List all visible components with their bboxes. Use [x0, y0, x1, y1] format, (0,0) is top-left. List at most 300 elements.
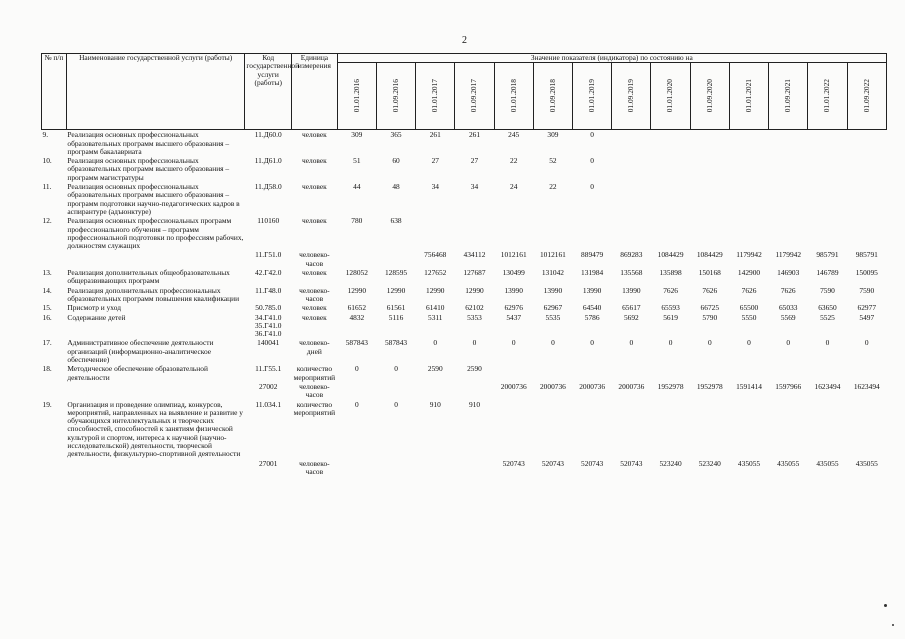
- indicator-value: 0: [472, 338, 477, 348]
- indicator-value: 638: [390, 216, 402, 226]
- indicator-value: 523240: [698, 458, 721, 468]
- indicator-value: 0: [354, 399, 359, 409]
- indicator-value: [416, 216, 455, 250]
- table-row: [42, 130, 887, 156]
- indicator-value: [651, 182, 690, 216]
- service-name: Методическое обеспечение образовательной деятельности: [67, 364, 208, 382]
- indicator-value: 7626: [741, 285, 757, 295]
- indicator-value: 0: [707, 338, 712, 348]
- service-name: Реализация дополнительных профессиональных образовательных программ повышения квалификации: [67, 285, 240, 303]
- indicator-value: 65500: [739, 303, 759, 313]
- indicator-value: 1952978: [657, 381, 684, 391]
- indicator-value: 13990: [622, 285, 641, 295]
- service-code: 50.785.0: [255, 303, 282, 313]
- indicator-value: [337, 459, 376, 477]
- indicator-value: [455, 216, 494, 250]
- header-date-label: 01.09.2022: [861, 78, 871, 112]
- unit-of-measure: человеко-часов: [299, 250, 330, 268]
- header-date: [690, 63, 729, 130]
- indicator-value: [729, 364, 768, 382]
- indicator-value: 5569: [780, 312, 796, 322]
- header-date-label: 01.01.2016: [351, 78, 361, 112]
- header-date-label: 01.09.2020: [704, 78, 714, 112]
- header-date: [494, 63, 533, 130]
- header-service-name: Наименование государственной услуги (работы): [66, 54, 244, 130]
- indicator-value: 523240: [659, 458, 682, 468]
- indicator-value: [612, 216, 651, 250]
- indicator-value: 0: [786, 338, 791, 348]
- indicator-value: 0: [590, 338, 594, 348]
- service-code: 42.Г42.0: [254, 268, 282, 278]
- service-code: 27002: [258, 381, 278, 391]
- indicator-value: [729, 182, 768, 216]
- indicator-value: [808, 156, 847, 182]
- indicator-value: [847, 156, 886, 182]
- row-number: 19.: [42, 399, 52, 409]
- indicator-value: 1591414: [736, 381, 762, 391]
- header-date: [533, 63, 572, 130]
- indicator-value: 1597966: [775, 381, 802, 391]
- indicator-table: [41, 53, 887, 476]
- indicator-value: [847, 216, 886, 250]
- indicator-value: [612, 182, 651, 216]
- indicator-value: 34: [470, 182, 479, 192]
- service-code: 11.034.1: [255, 399, 282, 409]
- indicator-value: 13990: [504, 285, 523, 295]
- unit-of-measure: человек: [302, 182, 327, 192]
- indicator-value: 520743: [620, 458, 643, 468]
- indicator-value: 1623494: [853, 381, 880, 391]
- indicator-value: 0: [825, 338, 830, 348]
- unit-of-measure: количество мероприятий: [293, 364, 336, 382]
- indicator-value: 0: [629, 338, 634, 348]
- header-date: [729, 63, 768, 130]
- header-date: [651, 63, 690, 130]
- service-name: Присмотр и уход: [67, 303, 121, 313]
- indicator-value: [808, 216, 847, 250]
- indicator-value: 0: [668, 338, 673, 348]
- indicator-value: 13990: [543, 285, 563, 295]
- service-code: 27001: [258, 458, 278, 468]
- service-name: Реализация основных профессиональных образовательных программ высшего образования – программ подготовки научно-педагогических кадров в аспирантуре (адъюнктуре): [67, 182, 240, 216]
- indicator-value: [808, 182, 847, 216]
- indicator-value: 0: [590, 130, 594, 140]
- indicator-value: 63650: [818, 303, 837, 313]
- indicator-value: 0: [394, 364, 398, 374]
- indicator-value: 52: [549, 156, 557, 166]
- indicator-value: [690, 216, 729, 250]
- indicator-value: 135568: [620, 268, 643, 278]
- indicator-value: 5692: [623, 312, 639, 322]
- unit-of-measure: человеко-дней: [299, 338, 330, 356]
- table-row: [42, 382, 887, 400]
- indicator-value: 44: [353, 182, 361, 192]
- indicator-value: 12990: [347, 285, 367, 295]
- indicator-value: 131984: [581, 268, 604, 278]
- indicator-value: 7590: [820, 285, 835, 295]
- indicator-value: 520743: [541, 458, 564, 468]
- indicator-value: [533, 400, 572, 459]
- indicator-value: 435055: [816, 458, 839, 468]
- table-row: [42, 303, 887, 312]
- indicator-value: [337, 250, 376, 268]
- indicator-value: 587843: [384, 338, 408, 348]
- indicator-value: 7626: [663, 285, 678, 295]
- unit-of-measure: человек: [302, 130, 327, 140]
- indicator-value: [651, 216, 690, 250]
- indicator-value: [847, 130, 886, 156]
- indicator-value: [376, 250, 415, 268]
- indicator-value: 22: [549, 182, 557, 192]
- service-code: 11.Г51.0: [255, 250, 282, 260]
- row-number: [42, 459, 67, 477]
- indicator-value: 150168: [698, 268, 721, 278]
- header-date: [455, 63, 494, 130]
- indicator-value: 780: [351, 216, 363, 226]
- indicator-value: [847, 364, 886, 382]
- indicator-value: [690, 130, 729, 156]
- unit-of-measure: количество мероприятий: [293, 399, 336, 417]
- indicator-value: 61561: [386, 303, 406, 313]
- row-number: 12.: [42, 216, 52, 226]
- indicator-value: 1084429: [696, 250, 723, 260]
- indicator-value: [612, 400, 651, 459]
- indicator-value: 1012161: [500, 250, 527, 260]
- indicator-value: 65617: [622, 303, 641, 313]
- indicator-value: 1179942: [775, 250, 802, 260]
- header-date: [337, 63, 376, 130]
- indicator-value: [729, 400, 768, 459]
- indicator-value: 7626: [780, 285, 796, 295]
- indicator-value: 146903: [777, 268, 800, 278]
- header-date-label: 01.01.2022: [822, 78, 832, 112]
- unit-of-measure: человеко-часов: [299, 285, 330, 303]
- indicator-value: 131042: [541, 268, 564, 278]
- header-date-label: 01.01.2019: [586, 78, 596, 112]
- indicator-value: 65593: [661, 303, 680, 313]
- header-date: [612, 63, 651, 130]
- indicator-value: 34: [431, 182, 439, 192]
- header-date-label: 01.09.2021: [783, 78, 793, 112]
- header-date-label: 01.01.2021: [743, 78, 753, 112]
- indicator-value: [612, 130, 651, 156]
- service-code: 140041: [257, 338, 280, 348]
- service-code: 11.Д58.0: [254, 182, 282, 192]
- service-code: 110160: [257, 216, 280, 226]
- indicator-value: [494, 216, 533, 250]
- indicator-value: 0: [354, 364, 359, 374]
- indicator-value: 365: [390, 130, 402, 140]
- indicator-value: 146789: [816, 268, 839, 278]
- indicator-value: [651, 130, 690, 156]
- indicator-value: 22: [510, 156, 518, 166]
- unit-of-measure: человек: [302, 156, 327, 166]
- indicator-value: 1084429: [657, 250, 684, 260]
- indicator-value: 0: [511, 338, 516, 348]
- unit-of-measure: человеко-часов: [299, 381, 330, 400]
- indicator-value: 62977: [857, 303, 877, 313]
- row-number: [42, 382, 67, 400]
- indicator-value: [729, 156, 768, 182]
- service-name: [66, 382, 244, 400]
- table-row: [42, 268, 887, 286]
- indicator-value: 5525: [820, 312, 835, 322]
- header-date-label: 01.09.2019: [626, 78, 636, 112]
- service-code: 34.Г41.0 35.Г41.0 36.Г41.0: [254, 312, 282, 339]
- indicator-value: [769, 364, 808, 382]
- header-date-label: 01.09.2017: [469, 78, 479, 112]
- indicator-value: 7626: [702, 285, 718, 295]
- header-date-label: 01.01.2020: [665, 78, 675, 112]
- indicator-value: 869283: [620, 250, 643, 260]
- service-name: [66, 459, 244, 477]
- service-code: 11.Д61.0: [254, 156, 282, 166]
- indicator-value: 130499: [502, 268, 525, 278]
- service-name: Административное обеспечение деятельности организаций (информационно-аналитическое обеспечение): [67, 338, 214, 365]
- indicator-value: 12990: [426, 285, 445, 295]
- header-date: [573, 63, 612, 130]
- indicator-value: [573, 364, 612, 382]
- indicator-value: 5311: [428, 312, 443, 322]
- indicator-value: 150095: [855, 268, 878, 278]
- indicator-value: 60: [392, 156, 400, 166]
- table-row: [42, 182, 887, 216]
- indicator-value: 261: [468, 130, 481, 140]
- indicator-value: 27: [431, 156, 439, 166]
- indicator-value: 1623494: [814, 381, 841, 391]
- indicator-value: 5535: [545, 312, 561, 322]
- indicator-value: [612, 156, 651, 182]
- row-number: 18.: [42, 364, 52, 374]
- indicator-value: 5550: [741, 312, 757, 322]
- indicator-value: [690, 400, 729, 459]
- indicator-value: [808, 400, 847, 459]
- indicator-value: [573, 400, 612, 459]
- indicator-value: 0: [590, 156, 594, 166]
- indicator-value: [337, 382, 376, 400]
- indicator-value: 5497: [859, 312, 875, 322]
- indicator-value: 66725: [700, 303, 720, 313]
- table-body: [42, 130, 887, 476]
- indicator-value: [769, 130, 808, 156]
- row-number: 13.: [42, 268, 52, 278]
- table-row: [42, 216, 887, 250]
- indicator-value: [729, 216, 768, 250]
- header-date: [376, 63, 415, 130]
- header-date: [416, 63, 455, 130]
- indicator-value: 5786: [584, 312, 600, 322]
- indicator-value: 889479: [581, 250, 604, 260]
- header-date: [769, 63, 808, 130]
- indicator-value: [651, 400, 690, 459]
- indicator-value: 1179942: [736, 250, 762, 260]
- indicator-value: [690, 364, 729, 382]
- service-name: [66, 250, 244, 268]
- row-number: 16.: [42, 312, 52, 322]
- indicator-value: 435055: [737, 458, 761, 468]
- indicator-value: [769, 156, 808, 182]
- indicator-value: 520743: [581, 458, 604, 468]
- indicator-value: 62976: [504, 303, 523, 313]
- table-row: [42, 250, 887, 268]
- indicator-value: 5116: [388, 312, 404, 322]
- unit-of-measure: человек: [302, 268, 327, 278]
- table-row: [42, 400, 887, 459]
- header-num: № п/п: [42, 54, 67, 130]
- indicator-value: [416, 382, 455, 400]
- indicator-value: 7590: [859, 285, 875, 295]
- indicator-value: 435055: [777, 458, 800, 468]
- indicator-value: [769, 216, 808, 250]
- indicator-value: 520743: [502, 458, 525, 468]
- indicator-value: [573, 216, 612, 250]
- indicator-value: 51: [353, 156, 361, 166]
- indicator-value: 5353: [467, 312, 482, 322]
- indicator-value: 2590: [467, 364, 482, 374]
- indicator-value: 64540: [582, 303, 602, 313]
- header-value: Значение показателя (индикатора) по состоянию на: [337, 54, 886, 63]
- unit-of-measure: человеко-часов: [299, 458, 330, 476]
- indicator-value: [494, 364, 533, 382]
- row-number: 11.: [42, 182, 52, 192]
- indicator-value: 2000736: [500, 381, 527, 391]
- header-date-label: 01.01.2018: [508, 78, 518, 112]
- indicator-value: 4832: [349, 312, 365, 322]
- indicator-value: [376, 382, 415, 400]
- indicator-value: 245: [508, 130, 520, 140]
- indicator-value: 2590: [427, 364, 443, 374]
- header-date: [808, 63, 847, 130]
- indicator-value: 62102: [465, 303, 484, 313]
- indicator-value: [690, 156, 729, 182]
- service-name: Содержание детей: [67, 312, 126, 322]
- service-code: 11.Д60.0: [254, 130, 282, 140]
- indicator-value: 587843: [345, 338, 368, 348]
- indicator-value: [533, 364, 572, 382]
- indicator-value: 61410: [426, 303, 445, 313]
- service-name: Организация и проведение олимпиад, конкурсов, мероприятий, направленных на выявление и развитие у обучающихся интеллектуальных и творческих способностей, способностей к занятиям физической культурой и спортом, интереса к научной (научно-исследовательской) деятельности, творческой деятельности, физкультурно-спортивной деятельности: [67, 399, 243, 459]
- indicator-value: 128052: [345, 268, 368, 278]
- service-name: Реализация основных профессиональных образовательных программ высшего образования – программ бакалавриата: [67, 130, 230, 156]
- scan-speck: [884, 604, 887, 607]
- indicator-value: 127687: [463, 268, 486, 278]
- indicator-value: 0: [433, 338, 438, 348]
- indicator-value: 142900: [737, 268, 761, 278]
- row-number: 14.: [42, 285, 52, 295]
- indicator-value: [455, 459, 494, 477]
- indicator-value: 0: [747, 338, 751, 348]
- indicator-value: [651, 156, 690, 182]
- indicator-value: 127652: [424, 268, 447, 278]
- indicator-value: 261: [429, 130, 441, 140]
- indicator-value: 5437: [506, 312, 522, 322]
- indicator-value: [494, 400, 533, 459]
- indicator-value: 13990: [582, 285, 602, 295]
- service-code: 11.Г48.0: [255, 285, 282, 295]
- table-row: [42, 338, 887, 364]
- indicator-value: 2000736: [539, 381, 566, 391]
- indicator-value: [769, 182, 808, 216]
- indicator-value: 2000736: [618, 381, 645, 391]
- header-date-label: 01.09.2016: [390, 78, 400, 112]
- indicator-value: [847, 182, 886, 216]
- indicator-value: 27: [470, 156, 479, 166]
- indicator-value: 12990: [386, 285, 406, 295]
- unit-of-measure: человек: [302, 312, 327, 322]
- indicator-value: [651, 364, 690, 382]
- indicator-value: 0: [394, 399, 398, 409]
- table-row: [42, 364, 887, 382]
- indicator-value: 128595: [384, 268, 408, 278]
- indicator-value: [808, 130, 847, 156]
- header-date: [847, 63, 886, 130]
- row-number: [42, 250, 67, 268]
- indicator-value: 0: [551, 338, 555, 348]
- header-unit: Единица измерения: [292, 54, 338, 130]
- indicator-value: 65033: [778, 303, 798, 313]
- service-code: 11.Г55.1: [255, 364, 282, 374]
- indicator-value: 0: [590, 182, 594, 192]
- indicator-value: 0: [864, 338, 869, 348]
- indicator-value: 12990: [465, 285, 484, 295]
- row-number: 15.: [42, 303, 52, 313]
- indicator-value: 5790: [702, 312, 718, 322]
- row-number: 9.: [42, 130, 49, 140]
- header-code: Код государственной услуги (работы): [245, 54, 292, 130]
- indicator-value: 61652: [347, 303, 367, 313]
- header-date-label: 01.09.2018: [547, 78, 557, 112]
- indicator-value: [455, 382, 494, 400]
- service-name: Реализация основных профессиональных программ профессионального обучения – программ профессиональной подготовки по профессиям рабочих, должностям служащих: [67, 216, 244, 251]
- unit-of-measure: человек: [302, 303, 327, 313]
- indicator-value: 1952978: [696, 381, 723, 391]
- indicator-value: [769, 400, 808, 459]
- indicator-value: 62967: [543, 303, 563, 313]
- indicator-value: 5619: [663, 312, 678, 322]
- unit-of-measure: человек: [302, 216, 327, 226]
- indicator-value: 2000736: [579, 381, 606, 391]
- indicator-value: 435055: [855, 458, 878, 468]
- row-number: 17.: [42, 338, 52, 348]
- scan-speck: [892, 624, 894, 626]
- indicator-value: [847, 400, 886, 459]
- indicator-value: 756468: [424, 250, 447, 260]
- table-row: [42, 286, 887, 304]
- table-row: [42, 156, 887, 182]
- row-number: 10.: [42, 156, 52, 166]
- indicator-value: 24: [510, 182, 518, 192]
- indicator-value: 910: [468, 399, 481, 409]
- indicator-value: 48: [392, 182, 400, 192]
- indicator-value: [612, 364, 651, 382]
- indicator-value: [690, 182, 729, 216]
- service-name: Реализация дополнительных общеобразовательных общеразвивающих программ: [67, 268, 230, 286]
- page-number: 2: [462, 35, 467, 46]
- indicator-value: 434112: [463, 250, 486, 260]
- indicator-value: [416, 459, 455, 477]
- indicator-value: [808, 364, 847, 382]
- indicator-value: [533, 216, 572, 250]
- indicator-value: 985791: [855, 250, 878, 260]
- indicator-value: 309: [547, 130, 559, 140]
- indicator-value: 910: [429, 399, 441, 409]
- indicator-value: [376, 459, 415, 477]
- table-row: [42, 313, 887, 339]
- indicator-value: 135898: [659, 268, 682, 278]
- indicator-value: 985791: [816, 250, 839, 260]
- indicator-value: 1012161: [539, 250, 566, 260]
- table-row: [42, 459, 887, 477]
